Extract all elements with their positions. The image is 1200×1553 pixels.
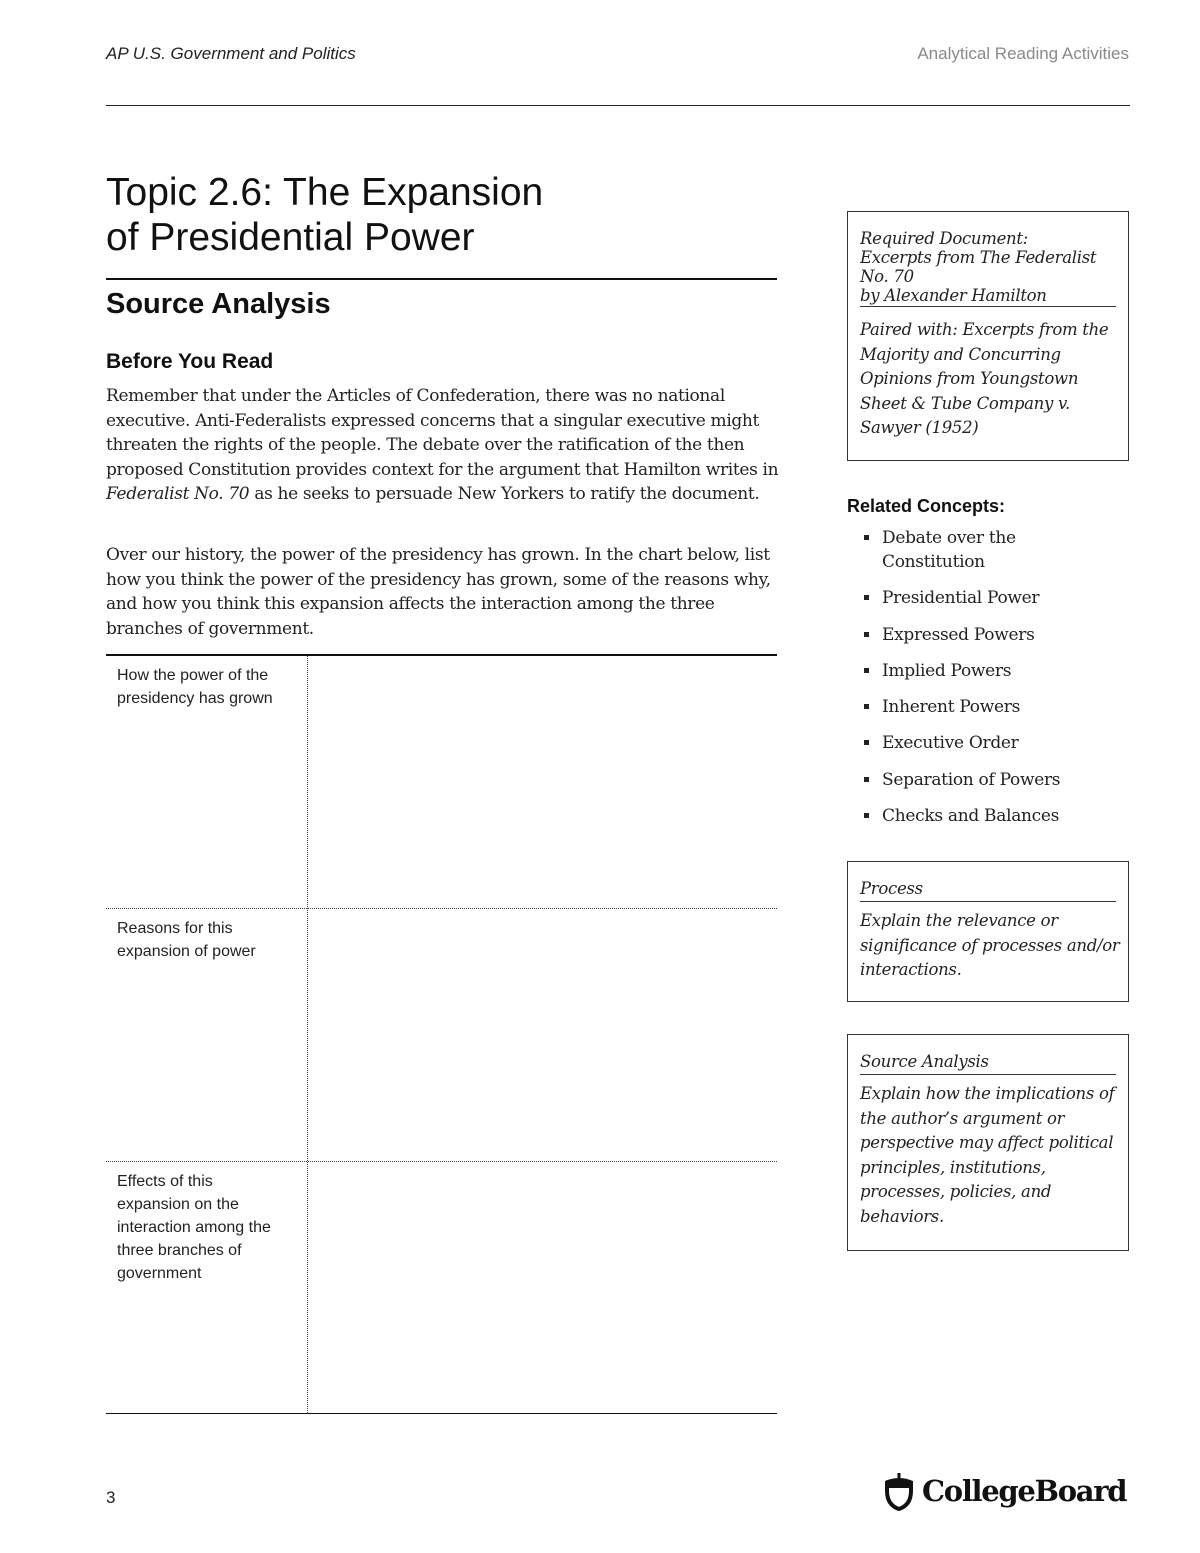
required-doc-line: No. 70 (860, 267, 914, 286)
related-concepts-heading: Related Concepts: (847, 496, 1006, 516)
answer-area-growth[interactable] (309, 656, 777, 908)
chart-row-label: How the power of the presidency has grown (117, 667, 273, 707)
section-name: Analytical Reading Activities (917, 44, 1129, 63)
concept-item (862, 804, 1092, 828)
chart-row-effects (106, 1161, 777, 1414)
title-line-2: of Presidential Power (106, 216, 475, 259)
paired-document: Paired with: Excerpts from the Majority and Concurring Opinions from Youngstown Sheet & Tube Company v. Sawyer (1952) (860, 320, 1109, 438)
page-number: 3 (106, 1488, 116, 1507)
header-divider (106, 105, 1130, 106)
page-title (106, 170, 786, 260)
source-analysis-label: Source Analysis (860, 1051, 1116, 1075)
required-doc-line: Excerpts from The Federalist (860, 248, 1097, 267)
concept-item (862, 586, 1092, 610)
chart-row-reasons (106, 908, 777, 1162)
process-description: Explain the relevance or significance of processes and/or interactions. (860, 911, 1120, 980)
concept-label: Presidential Power (882, 588, 1040, 609)
answer-area-effects[interactable] (309, 1162, 777, 1414)
chart-row-label: Effects of this expansion on the interaction among the three branches of government (117, 1173, 271, 1282)
process-label: Process (860, 878, 1116, 902)
related-concepts-list (862, 526, 1092, 840)
section-subtitle: Source Analysis (106, 288, 331, 320)
concept-label: Checks and Balances (882, 806, 1060, 827)
answer-area-reasons[interactable] (309, 909, 777, 1162)
column-divider (307, 656, 308, 1413)
bullet-icon (864, 777, 869, 782)
concept-label: Implied Powers (882, 660, 1012, 681)
bullet-icon (864, 813, 869, 818)
instructions-paragraph: Over our history, the power of the presidency has grown. In the chart below, list how you think the power of the presidency has grown, some of the reasons why, and how you think this expansion affects the interaction among the three branches of government. (106, 545, 771, 639)
bullet-icon (864, 668, 869, 673)
concept-label: Separation of Powers (882, 769, 1061, 790)
intro-text-b: as he seeks to persuade New Yorkers to ratify the document. (249, 484, 760, 505)
concept-label: Executive Order (882, 733, 1019, 754)
required-doc-line: by Alexander Hamilton (860, 286, 1047, 305)
bullet-icon (864, 595, 869, 600)
bullet-icon (864, 740, 869, 745)
bullet-icon (864, 704, 869, 709)
concept-item (862, 695, 1092, 719)
chart-row-label: Reasons for this expansion of power (117, 920, 256, 960)
concept-label: Expressed Powers (882, 624, 1035, 645)
concept-item (862, 659, 1092, 683)
title-line-1: Topic 2.6: The Expansion (106, 171, 544, 214)
response-chart (106, 654, 777, 1414)
intro-text-italic: Federalist No. 70 (106, 484, 250, 505)
required-document (860, 229, 1116, 307)
course-name: AP U.S. Government and Politics (106, 44, 356, 63)
source-analysis-description: Explain how the implications of the author’s argument or perspective may affect political principles, institutions, processes, policies, and behaviors. (860, 1084, 1115, 1226)
required-document-box (847, 211, 1129, 461)
logo-wordmark: CollegeBoard (922, 1474, 1127, 1508)
concept-label: Inherent Powers (882, 697, 1020, 718)
concept-item (862, 526, 1092, 574)
concept-item (862, 623, 1092, 647)
required-doc-line: Required Document: (860, 229, 1028, 248)
bullet-icon (864, 535, 869, 540)
concept-label: Debate over the Constitution (882, 528, 1016, 572)
concept-item (862, 768, 1092, 792)
collegeboard-logo (880, 1470, 1126, 1512)
intro-text-a: Remember that under the Articles of Confederation, there was no national executive. Anti-Federalists expressed concerns that a singular executive might threaten the rights of the people. The debate over the ratification of the then proposed Constitution provides context for the argument that Hamilton writes in (106, 386, 779, 480)
intro-paragraph (106, 384, 781, 507)
chart-row-growth (106, 656, 777, 908)
process-box (847, 861, 1129, 1002)
source-analysis-box (847, 1034, 1129, 1251)
concept-item (862, 731, 1092, 755)
bullet-icon (864, 632, 869, 637)
before-you-read-heading: Before You Read (106, 350, 274, 373)
title-divider (106, 278, 777, 280)
acorn-icon (880, 1471, 918, 1511)
